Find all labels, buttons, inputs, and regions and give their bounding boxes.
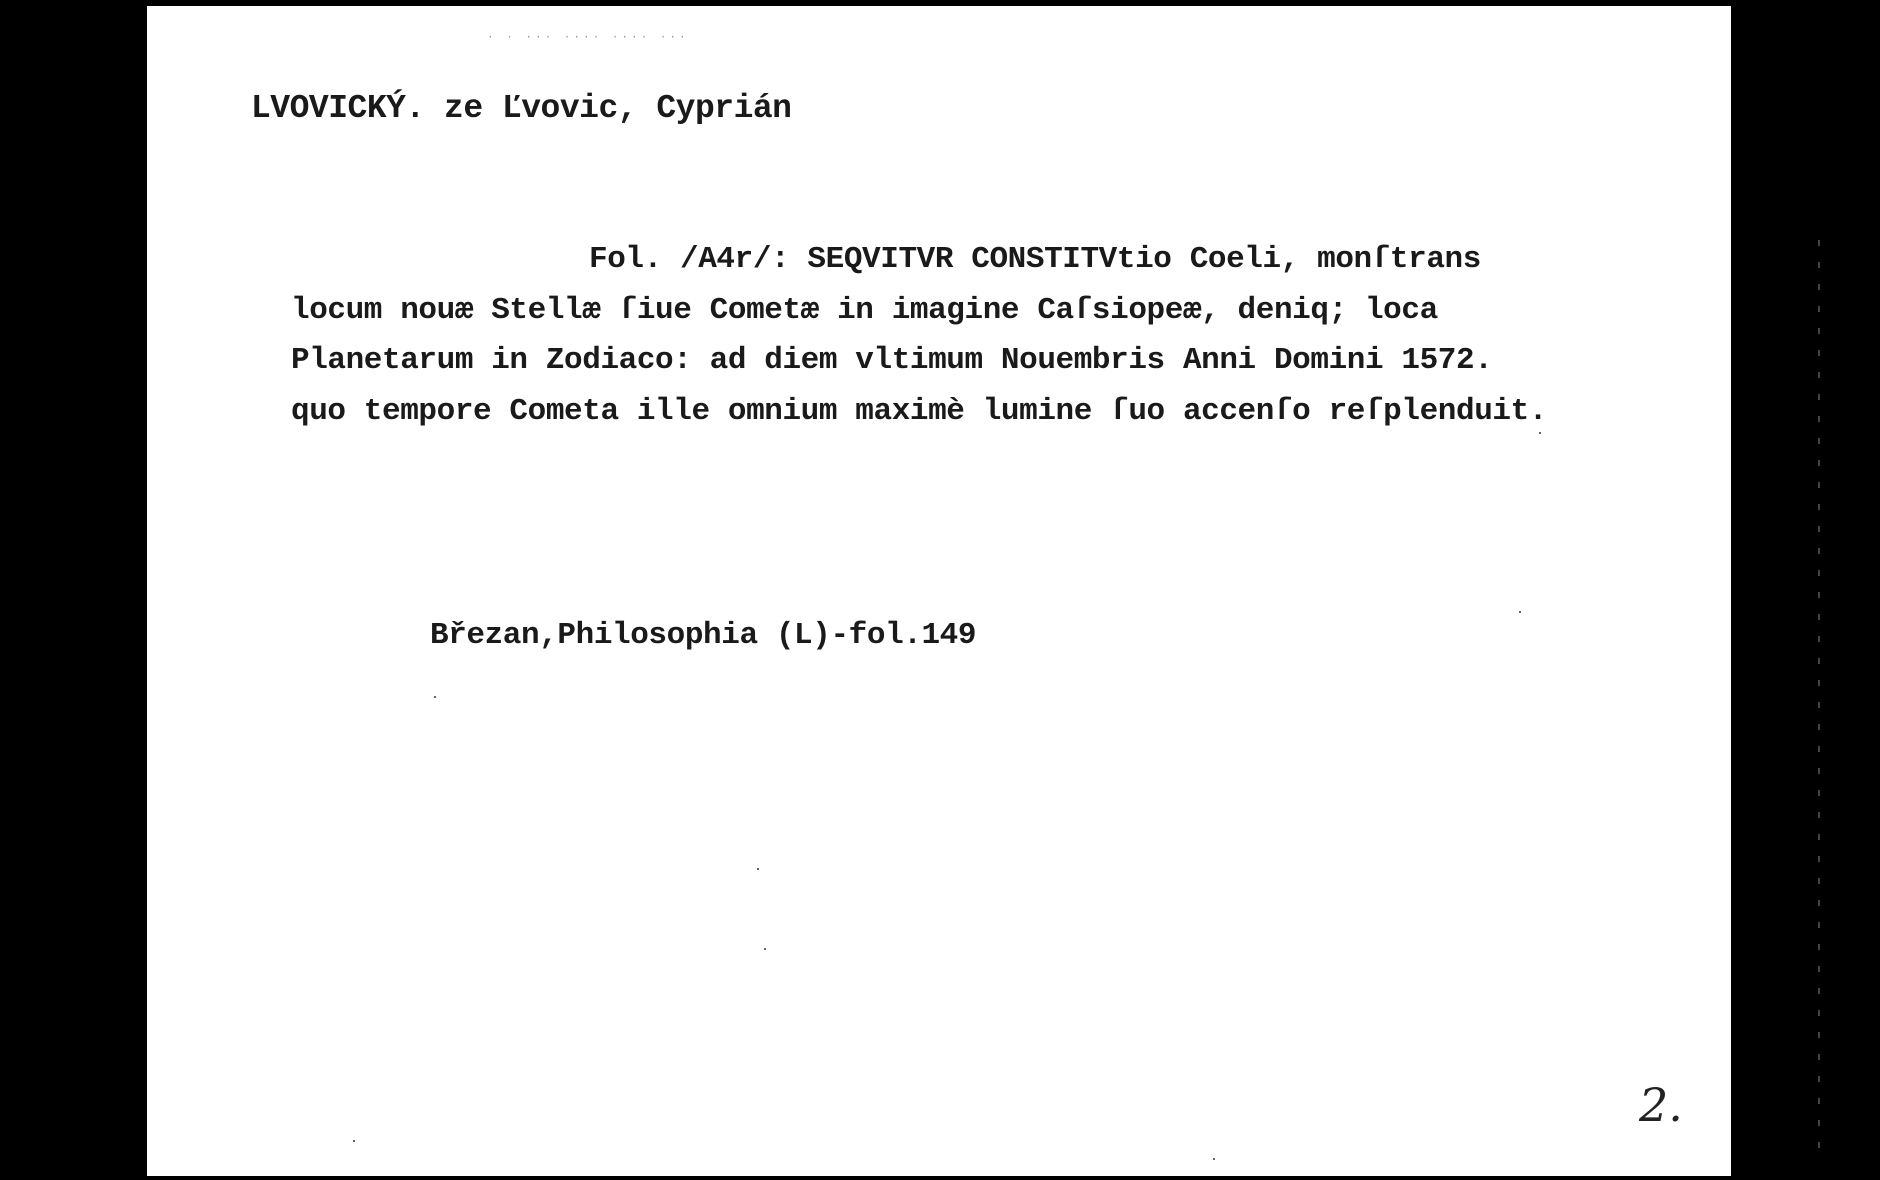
handwritten-page-number: 2. xyxy=(1639,1078,1683,1132)
faint-header-text: · · ··· ···· ···· ··· xyxy=(487,32,689,44)
body-line-2: locum nouæ Stellæ ſiue Cometæ in imagine Caſsiopeæ, deniq; loca xyxy=(291,293,1438,328)
catalog-card xyxy=(147,6,1731,1176)
scan-edge-marks xyxy=(1818,240,1820,1160)
body-line-3: Planetarum in Zodiaco: ad diem vltimum Nouembris Anni Domini 1572. xyxy=(291,343,1493,378)
dust-speck xyxy=(764,948,766,950)
dust-speck xyxy=(1539,432,1541,434)
author-heading: LVOVICKÝ. ze Ľvovic, Cyprián xyxy=(251,90,792,127)
dust-speck xyxy=(757,868,759,870)
source-citation: Březan,Philosophia (L)-fol.149 xyxy=(430,618,977,653)
body-line-4: quo tempore Cometa ille omnium maximè lumine ſuo accenſo reſplenduit. xyxy=(291,394,1548,429)
dust-speck xyxy=(1213,1158,1215,1160)
dust-speck xyxy=(1519,611,1521,613)
body-line-1: Fol. /A4r/: SEQVITVR CONSTITVtio Coeli, monſtrans xyxy=(589,242,1481,277)
dust-speck xyxy=(434,696,436,698)
dust-speck xyxy=(353,1140,355,1142)
